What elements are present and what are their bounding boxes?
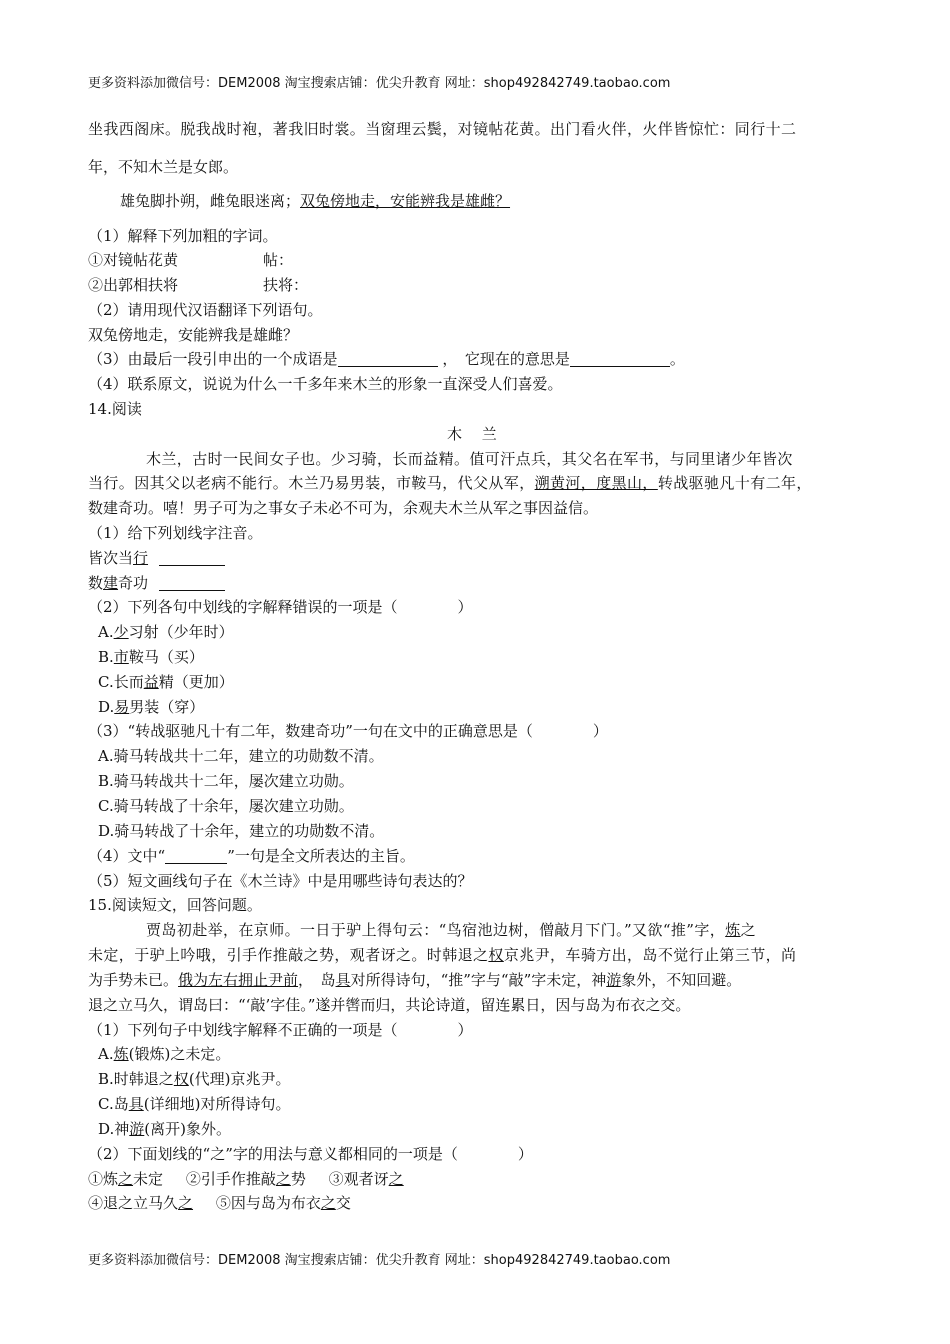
q15-sub1-option-b [98, 1068, 291, 1089]
q13-sub3-text-c: 。 [669, 350, 685, 368]
option-text: 精（更加） [158, 673, 234, 691]
q14-sub3-option-a: A.骑马转战共十二年，建立的功勋数不清。 [98, 747, 384, 765]
answer-blank[interactable] [159, 549, 225, 566]
q14-title: 木 兰 [447, 425, 497, 443]
underlined-char: 之 [275, 1170, 291, 1188]
underlined-char: 少 [113, 623, 129, 641]
q14-sub2-option-c [98, 671, 234, 692]
option-text: A. [98, 1045, 114, 1063]
answer-blank[interactable] [338, 350, 438, 367]
q15-passage-line-3 [88, 969, 741, 990]
option-text: 势 [290, 1170, 306, 1188]
option-text: ③观者讶 [328, 1170, 389, 1188]
option-text: (离开)象外。 [144, 1120, 231, 1138]
q14-sub4 [88, 845, 415, 866]
q15-passage-text: 象外，不知回避。 [621, 971, 742, 989]
option-text: B. [98, 648, 114, 666]
option-text: B.时韩退之 [98, 1070, 174, 1088]
option-text: ①炼 [88, 1170, 119, 1188]
q15-passage-line-1 [146, 919, 756, 940]
q13-sub3 [88, 348, 685, 369]
q13-sub3-text-b: ， 它现在的意思是 [442, 350, 570, 368]
q14-sub1-a [88, 547, 225, 568]
q14-sub3: （3）“转战驱驰凡十有二年，数建奇功”一句在文中的正确意思是（ ） [88, 722, 608, 740]
q14-sub2: （2）下列各句中划线的字解释错误的一项是（ ） [88, 598, 473, 616]
underlined-passage-phrase: 俄为左右拥止尹前 [178, 971, 299, 989]
q13-sub1-b [88, 274, 309, 295]
option-text: 习射（少年时） [128, 623, 234, 641]
option-text: ⑤因与岛为布衣 [215, 1194, 321, 1212]
underlined-char: 游 [606, 971, 622, 989]
answer-blank[interactable] [570, 350, 670, 367]
q15-passage-text: ， 岛 [298, 971, 336, 989]
q15-sub2: （2）下面划线的“之”字的用法与意义都相同的一项是（ ） [88, 1145, 533, 1163]
q14-sub4-text: （4）文中“ [88, 847, 166, 865]
option-text: ②引手作推敲 [185, 1170, 276, 1188]
header-note: 更多资料添加微信号：DEM2008 淘宝搜索店铺：优尖升教育 网址：shop492842749.taobao.com [88, 76, 671, 91]
underlined-passage-phrase: 溯黄河，度黑山， [534, 474, 658, 492]
underlined-char: 之 [178, 1194, 194, 1212]
q14-sub1-b-text: 数 [88, 574, 104, 592]
q13-sub1-a-text: ①对镜帖花黄 [88, 251, 179, 269]
q13-sub1-a [88, 249, 294, 270]
q14-sub1-a-text: 皆次当 [88, 549, 134, 567]
q15-passage-text: 贾岛初赴举，在京师。一日于驴上得句云：“鸟宿池边树，僧敲月下门。”又欲“推”字， [146, 921, 726, 939]
answer-blank[interactable] [165, 847, 227, 864]
underlined-char: 之 [320, 1194, 336, 1212]
option-text: D.神 [98, 1120, 130, 1138]
underlined-char: 具 [335, 971, 351, 989]
option-text: 未定 [133, 1170, 164, 1188]
q14-passage-line-2 [88, 472, 812, 493]
q14-sub3-option-d: D.骑马转战了十余年，建立的功勋数不清。 [98, 822, 385, 840]
option-text: (详细地)对所得诗句。 [143, 1095, 291, 1113]
q13-sub1-b-text: ②出郭相扶将 [88, 276, 179, 294]
underlined-char: 益 [143, 673, 159, 691]
underlined-char: 权 [173, 1070, 189, 1088]
q13-sub4: （4）联系原文，说说为什么一千多年来木兰的形象一直深受人们喜爱。 [88, 375, 563, 393]
q14-label: 14.阅读 [88, 400, 142, 418]
q15-passage-text: 对所得诗句，“推”字与“敲”字未定，神 [350, 971, 607, 989]
underlined-char: 具 [128, 1095, 144, 1113]
underlined-char: 行 [133, 549, 149, 567]
q15-label: 15.阅读短文，回答问题。 [88, 896, 262, 914]
q15-sub2-options-row-1 [88, 1168, 404, 1189]
q15-passage-text: 之 [740, 921, 756, 939]
q15-passage-text: 未定，于驴上吟哦，引手作推敲之势，观者讶之。时韩退之 [88, 946, 489, 964]
footer-note: 更多资料添加微信号：DEM2008 淘宝搜索店铺：优尖升教育 网址：shop492842749.taobao.com [88, 1253, 671, 1268]
q14-passage-line-1: 木兰，古时一民间女子也。少习骑，长而益精。值可汗点兵，其父名在军书，与同里诸少年皆次 [146, 450, 793, 468]
option-text: C.长而 [98, 673, 144, 691]
q14-sub4-text: ”一句是全文所表达的主旨。 [227, 847, 415, 865]
q14-sub3-option-b: B.骑马转战共十二年，屡次建立功勋。 [98, 772, 354, 790]
q13-sub3-text-a: （3）由最后一段引申出的一个成语是 [88, 350, 338, 368]
q14-sub2-option-a [98, 621, 234, 642]
option-text: 男装（穿） [129, 698, 205, 716]
q15-sub1: （1）下列句子中划线字解释不正确的一项是（ ） [88, 1021, 473, 1039]
q14-sub2-option-d [98, 696, 204, 717]
underlined-char: 建 [103, 574, 119, 592]
answer-blank[interactable] [159, 574, 225, 591]
poem-line-1: 坐我西阁床。脱我战时袍，著我旧时裳。当窗理云鬓，对镜帖花黄。出门看火伴，火伴皆惊忙：同行十二 [88, 120, 797, 138]
poem-line-2: 年，不知木兰是女郎。 [88, 158, 239, 176]
poem-line-3-text: 雄兔脚扑朔，雌兔眼迷离； [120, 192, 301, 210]
q13-sub1-a-label: 帖： [263, 251, 294, 269]
q14-sub3-option-c: C.骑马转战了十余年，屡次建立功勋。 [98, 797, 354, 815]
q14-passage-line-3: 数建奇功。嘻！男子可为之事女子未必不可为，余观夫木兰从军之事因益信。 [88, 499, 599, 517]
underlined-poem-sentence: 双兔傍地走，安能辨我是雄雌？ [300, 192, 511, 210]
underlined-char: 权 [488, 946, 504, 964]
option-text: 鞍马（买） [128, 648, 204, 666]
option-text: 交 [335, 1194, 351, 1212]
option-text: (锻炼)之未定。 [128, 1045, 231, 1063]
q13-sub1: （1）解释下列加粗的字词。 [88, 227, 278, 245]
option-text: A. [98, 623, 114, 641]
underlined-char: 易 [114, 698, 130, 716]
underlined-char: 炼 [725, 921, 741, 939]
q14-sub5: （5）短文画线句子在《木兰诗》中是用哪些诗句表达的？ [88, 872, 473, 890]
option-text: C.岛 [98, 1095, 129, 1113]
q15-sub1-option-c [98, 1093, 290, 1114]
option-text: D. [98, 698, 115, 716]
q13-sub2: （2）请用现代汉语翻译下列语句。 [88, 301, 323, 319]
q14-sub1-b [88, 572, 225, 593]
q14-sub2-option-b [98, 646, 204, 667]
q15-passage-line-4: 退之立马久，谓岛曰：“‘敲’字佳。”遂并辔而归，共论诗道，留连累日，因与岛为布衣之交。 [88, 996, 691, 1014]
q15-passage-text: 为手势未已。 [88, 971, 179, 989]
q14-sub1-b-text: 奇功 [118, 574, 149, 592]
q15-sub1-option-a [98, 1043, 230, 1064]
q15-sub2-options-row-2 [88, 1192, 351, 1213]
q14-sub1: （1）给下列划线字注音。 [88, 524, 263, 542]
option-text: ④退之立马久 [88, 1194, 179, 1212]
q15-passage-line-2 [88, 944, 796, 965]
underlined-char: 之 [388, 1170, 404, 1188]
q14-passage-text: 当行。因其父以老病不能行。木兰乃易男装，市鞍马，代父从军， [88, 474, 535, 492]
underlined-char: 之 [118, 1170, 134, 1188]
q13-sub1-b-label: 扶将： [263, 276, 309, 294]
underlined-char: 炼 [113, 1045, 129, 1063]
q13-sub2-line: 双兔傍地走，安能辨我是雄雌？ [88, 326, 299, 344]
q15-passage-text: 京兆尹，车骑方出，岛不觉行止第三节，尚 [503, 946, 797, 964]
underlined-char: 游 [129, 1120, 145, 1138]
q15-sub1-option-d [98, 1118, 231, 1139]
underlined-char: 市 [113, 648, 129, 666]
option-text: (代理)京兆尹。 [188, 1070, 291, 1088]
poem-line-3 [120, 190, 510, 211]
q14-passage-text: 转战驱驰凡十有二年， [657, 474, 812, 492]
